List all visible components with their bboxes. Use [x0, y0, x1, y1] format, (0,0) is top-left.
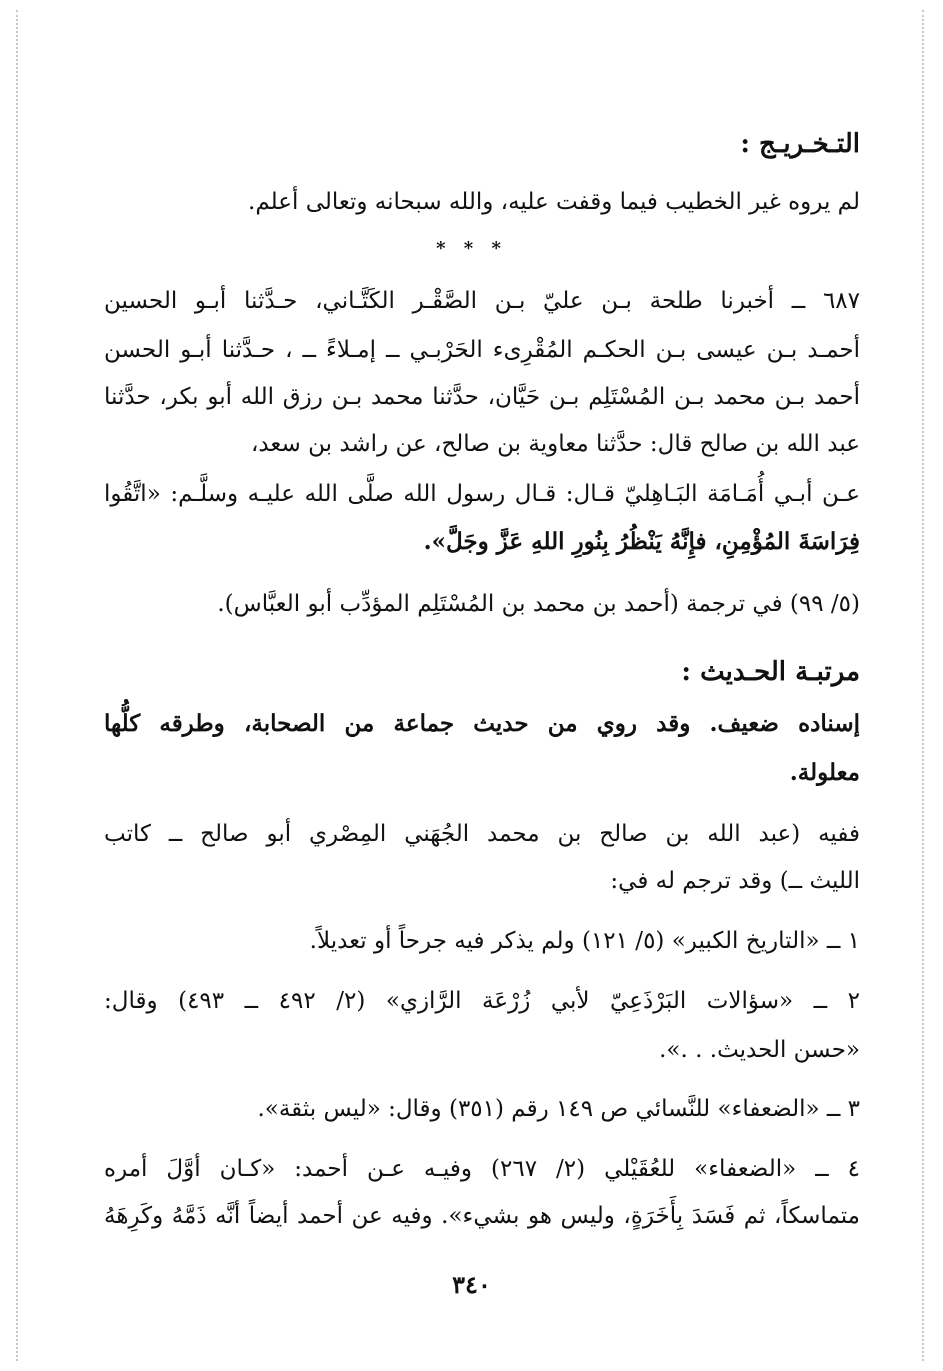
hadith-line-3: أحمد بـن محمد بـن المُسْتَلِم بـن حَيَّان، حدَّثنا محمد بـن رزق الله أبو بكر، حدَّثنا: [104, 384, 860, 410]
source-item-4: ٤ ــ «الضعفاء» للعُقَيْلي (٢/ ٢٦٧) وفيـه عـن أحمد: «كـان أوَّلَ أمره: [104, 1156, 861, 1182]
rutba-heading: مرتبـة الحـديث :: [681, 657, 860, 687]
source-item-4-cont: متماسكاً، ثم فَسَدَ بِأَخَرَةٍ، وليس هو بشيء». وفيه عن أحمد أيضاً أنَّه ذَمَّهُ وكَرِهَهُ: [104, 1203, 860, 1229]
left-margin-dots: [16, 10, 18, 1361]
right-margin-dots: [922, 10, 924, 1361]
source-item-3: ٣ ــ «الضعفاء» للنَّسائي ص ١٤٩ رقم (٣٥١) وقال: «ليس بثقة».: [257, 1096, 860, 1122]
source-item-2-cont: «حسن الحديث. . .».: [659, 1037, 860, 1063]
discussion-line-2: الليث ــ) وقد ترجم له في:: [610, 868, 860, 894]
takhrij-text: لم يروه غير الخطيب فيما وقفت عليه، والله سبحانه وتعالى أعلم.: [248, 189, 860, 215]
hadith-line-5: عـن أبـي أُمَـامَة البَـاهِليّ قـال: قـال رسول الله صلَّى الله عليـه وسلَّـم: «اتَّقُوا: [104, 481, 860, 507]
source-item-1: ١ ــ «التاريخ الكبير» (٥/ ١٢١) ولم يذكر فيه جرحاً أو تعديلاً.: [309, 928, 860, 954]
hadith-line-2: أحمـد بـن عيسى بـن الحكـم المُقْرِىء الحَرْبـي ــ إمـلاءً ــ ، حـدَّثنا أبـو الحسن: [104, 337, 861, 363]
source-item-2: ٢ ــ «سؤالات البَرْذَعِيّ لأبي زُرْعَة الرَّازي» (٢/ ٤٩٢ ــ ٤٩٣) وقال:: [104, 988, 861, 1014]
rutba-line-2: معلولة.: [789, 759, 860, 786]
discussion-line-1: ففيه (عبد الله بن صالح بن محمد الجُهَني المِصْري أبو صالح ــ كاتب: [104, 821, 860, 847]
takhrij-heading: التـخـريـج :: [740, 129, 860, 159]
hadith-line-4: عبد الله بن صالح قال: حدَّثنا معاوية بن صالح، عن راشد بن سعد،: [250, 431, 860, 457]
hadith-line-1: ٦٨٧ ــ أخبرنا طلحة بـن عليّ بـن الصَّقْـر الكَتَّـاني، حـدَّثنا أبـو الحسين: [104, 288, 860, 314]
reference-line: (٥/ ٩٩) في ترجمة (أحمد بن محمد بن المُسْتَلِم المؤدِّب أبو العبَّاس).: [217, 591, 860, 617]
separator-stars: * * *: [436, 238, 507, 259]
hadith-line-6: فِرَاسَةَ المُؤْمِنِ، فإِنَّهُ يَنْظُرُ بِنُورِ اللهِ عَزَّ وجَلَّ».: [423, 528, 860, 555]
rutba-line-1: إسناده ضعيف. وقد روي من حديث جماعة من الصحابة، وطرقه كلُّها: [104, 710, 860, 737]
page-number: ٣٤٠: [452, 1270, 491, 1299]
